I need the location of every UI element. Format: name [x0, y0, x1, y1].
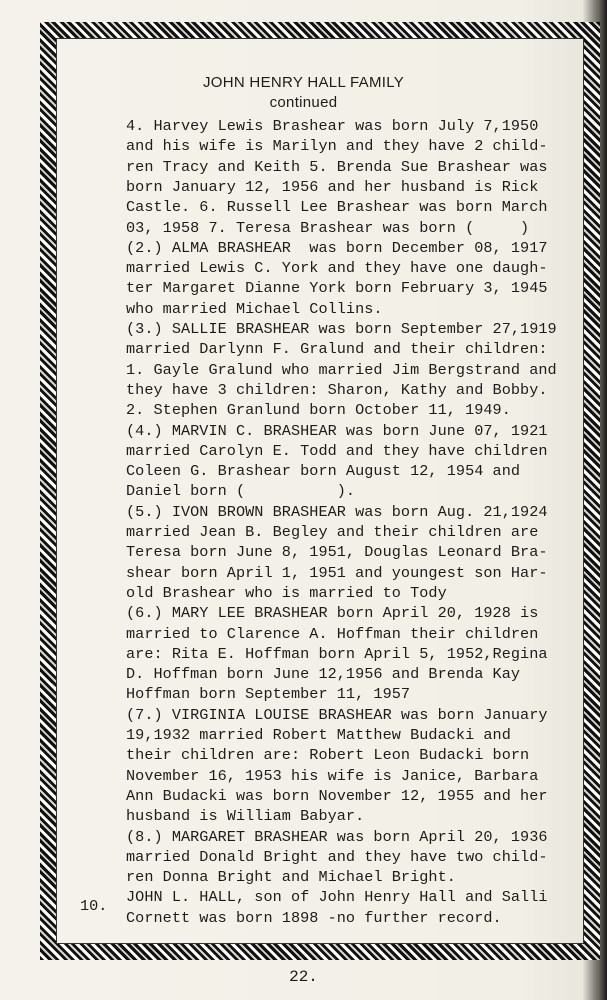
text-line: married to Clarence A. Hoffman their children	[126, 624, 539, 643]
text-line: (4.) MARVIN C. BRASHEAR was born June 07, 1921	[126, 421, 548, 440]
text-line: they have 3 children: Sharon, Kathy and Bobby.	[126, 380, 548, 399]
text-line: (3.) SALLIE BRASHEAR was born September 27,1919	[126, 320, 557, 338]
text-line: Coleen G. Brashear born August 12, 1954 and	[126, 462, 521, 481]
text-line: JOHN L. HALL, son of John Henry Hall and Salli	[126, 888, 548, 907]
entry-number: 10.	[80, 897, 108, 915]
page-number: 22.	[289, 968, 318, 986]
text-line: 2. Stephen Granlund born October 11, 1949.	[126, 401, 511, 420]
page-subtitle: continued	[269, 94, 338, 111]
text-line: (8.) MARGARET BRASHEAR was born April 20, 1936	[126, 827, 548, 846]
text-line: married Carolyn E. Todd and they have children	[126, 441, 548, 460]
page-title: JOHN HENRY HALL FAMILY	[202, 74, 405, 91]
text-line: D. Hoffman born June 12,1956 and Brenda Kay	[126, 665, 521, 684]
text-line: who married Michael Collins.	[126, 299, 383, 318]
text-line: (2.) ALMA BRASHEAR was born December 08, 1917	[126, 238, 548, 257]
text-line: and his wife is Marilyn and they have 2 child-	[126, 137, 548, 156]
text-line: their children are: Robert Leon Budacki born	[126, 746, 530, 765]
text-line: Cornett was born 1898 -no further record.	[126, 908, 502, 927]
text-line: ren Donna Bright and Michael Bright.	[126, 868, 456, 887]
text-line: Daniel born ( ).	[126, 482, 356, 501]
text-line: married Darlynn F. Gralund and their children:	[126, 340, 548, 359]
text-line: (7.) VIRGINIA LOUISE BRASHEAR was born January	[126, 705, 548, 724]
text-line: Ann Budacki was born November 12, 1955 and her	[126, 786, 548, 805]
text-line: Teresa born June 8, 1951, Douglas Leonard Bra-	[126, 543, 548, 562]
text-line: married Donald Bright and they have two child-	[126, 847, 548, 866]
text-line: ren Tracy and Keith 5. Brenda Sue Brashear was	[126, 157, 548, 176]
text-line: born January 12, 1956 and her husband is Rick	[126, 177, 539, 196]
text-line: Castle. 6. Russell Lee Brashear was born March	[126, 198, 548, 217]
text-line: (6.) MARY LEE BRASHEAR born April 20, 1928 is	[126, 604, 539, 623]
text-line: married Jean B. Begley and their children are	[126, 523, 539, 541]
text-line: shear born April 1, 1951 and youngest son Har-	[126, 563, 548, 582]
text-line: ter Margaret Dianne York born February 3, 1945	[126, 279, 548, 298]
text-line: (5.) IVON BROWN BRASHEAR was born Aug. 21,1924	[126, 502, 548, 521]
text-line: husband is William Babyar.	[126, 807, 365, 826]
text-line: November 16, 1953 his wife is Janice, Barbara	[126, 766, 539, 785]
text-line: 1. Gayle Gralund who married Jim Bergstrand and	[126, 360, 557, 379]
text-line: 19,1932 married Robert Matthew Budacki and	[126, 726, 511, 744]
text-line: Hoffman born September 11, 1957	[126, 685, 411, 704]
text-line: are: Rita E. Hoffman born April 5, 1952,Regina	[126, 644, 548, 663]
text-line: 4. Harvey Lewis Brashear was born July 7,1950	[126, 117, 539, 135]
text-line: 03, 1958 7. Teresa Brashear was born ( )	[126, 218, 530, 237]
text-line: old Brashear who is married to Tody	[126, 583, 447, 602]
text-line: married Lewis C. York and they have one daugh-	[126, 259, 548, 278]
